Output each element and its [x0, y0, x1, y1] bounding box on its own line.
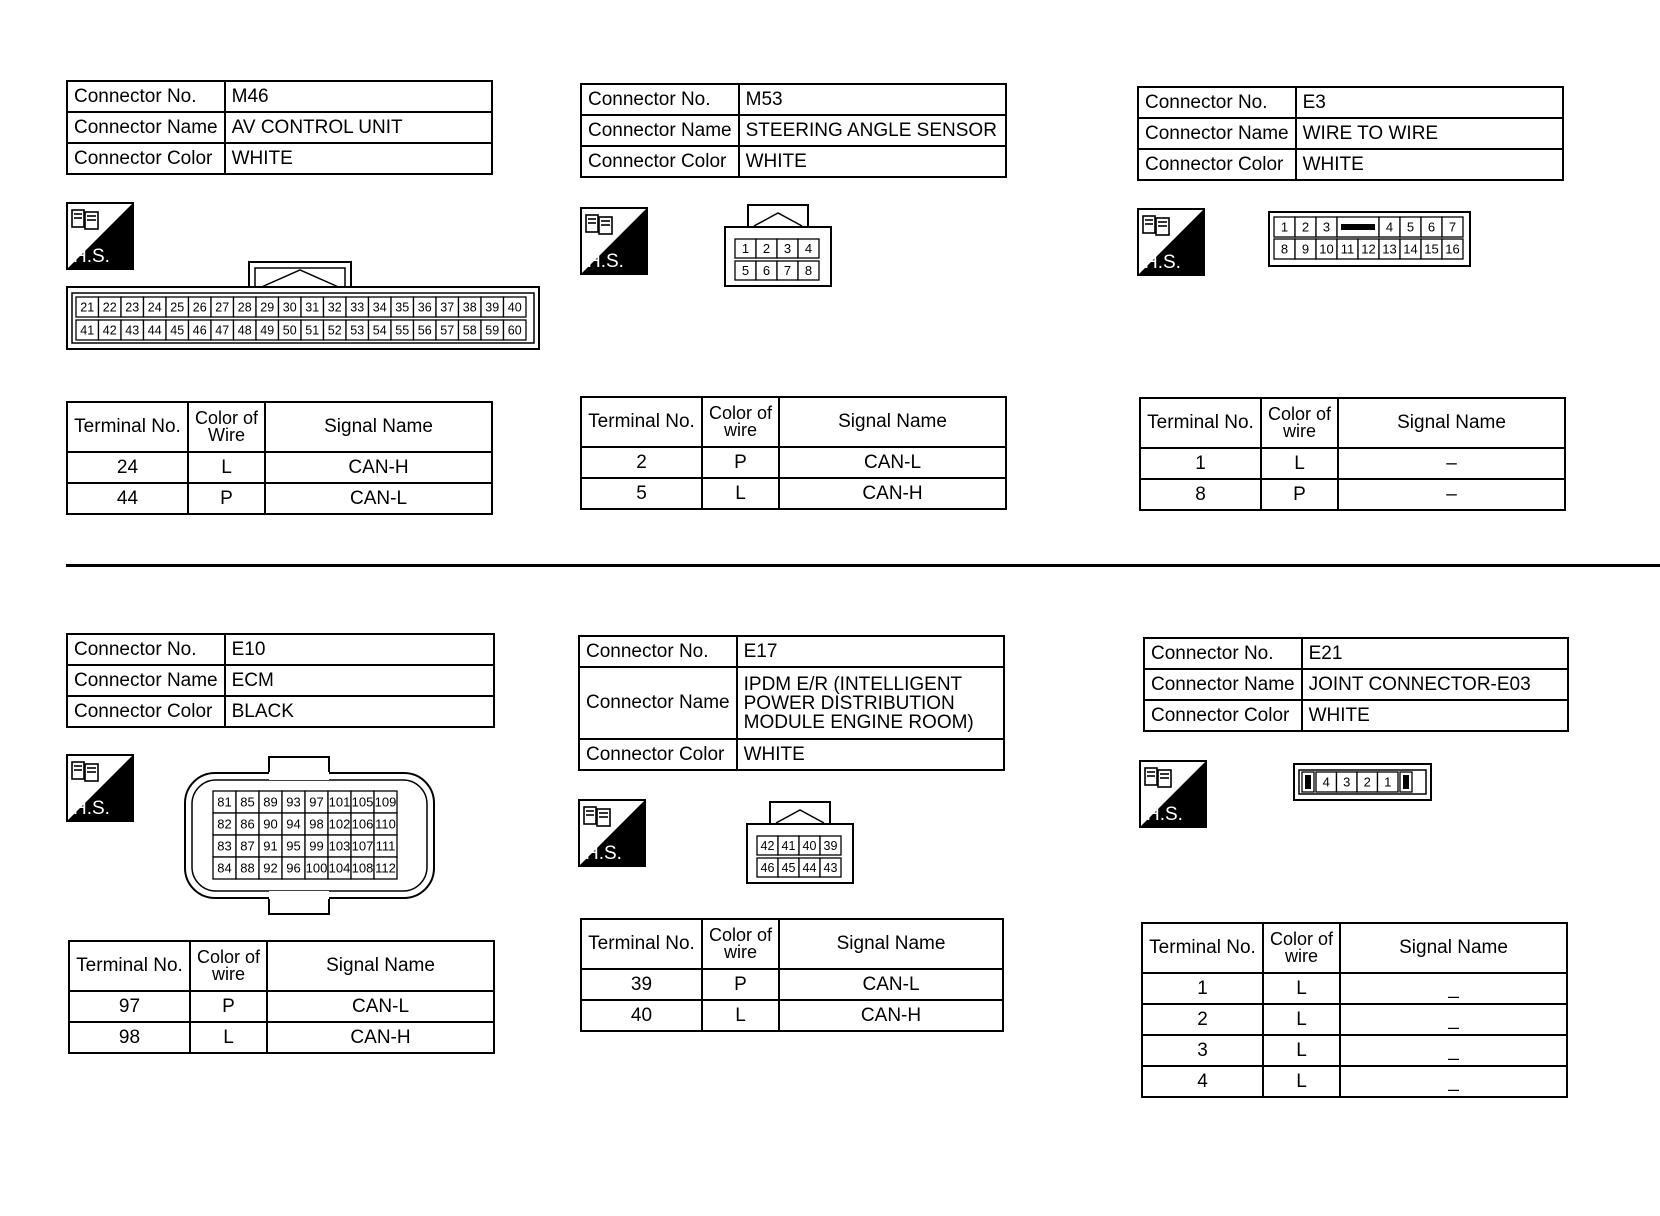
- table-row: [1140, 479, 1565, 510]
- pin-label: 2: [1301, 219, 1310, 235]
- pin-label: 40: [507, 300, 522, 315]
- color-of-wire-header: [702, 919, 779, 969]
- pin-label: 22: [102, 300, 117, 315]
- signal-cell: CAN-L: [779, 447, 1006, 478]
- harness-side-icon: [1137, 208, 1205, 276]
- wire-color-cell: L: [190, 1022, 267, 1053]
- pin-label: 103: [328, 838, 351, 854]
- pin-label: 84: [217, 860, 232, 876]
- wire-color-cell: P: [702, 969, 779, 1000]
- section-divider: [66, 564, 1660, 567]
- pin-label: 88: [240, 860, 255, 876]
- pin-label: 6: [762, 263, 771, 279]
- connector-name-line1: IPDM E/R (INTELLIGENT: [743, 673, 963, 695]
- pin-label: 21: [80, 300, 95, 315]
- pin-label: 42: [102, 323, 117, 338]
- terminal-no-header: Terminal No.: [1142, 923, 1263, 973]
- pin-label: 112: [375, 860, 396, 876]
- terminal-no-header: Terminal No.: [1140, 398, 1261, 448]
- harness-side-icon: [578, 799, 646, 867]
- pin-label: 41: [781, 839, 796, 853]
- keyway-bar: [1403, 775, 1409, 789]
- table-row: [581, 1000, 1003, 1031]
- connector-no-value: M46: [225, 81, 492, 112]
- connector-name-value: JOINT CONNECTOR-E03: [1302, 669, 1568, 700]
- signal-cell: CAN-H: [779, 478, 1006, 509]
- e21-signal-table: [1141, 922, 1568, 1098]
- pin-label: 108: [351, 860, 374, 876]
- pin-label: 15: [1424, 241, 1439, 257]
- pin-label: 43: [823, 861, 838, 875]
- hs-label: H.S.: [1144, 252, 1181, 273]
- hs-label: H.S.: [587, 251, 624, 272]
- table-row: [1142, 973, 1567, 1004]
- terminal-cell: 4: [1142, 1066, 1263, 1097]
- pin-label: 14: [1403, 241, 1418, 257]
- pin-label: 7: [783, 263, 792, 279]
- e17-connector-face: [745, 800, 855, 885]
- signal-name-header: Signal Name: [1338, 398, 1565, 448]
- connector-color-value: BLACK: [225, 696, 494, 727]
- terminal-cell: 2: [1142, 1004, 1263, 1035]
- pin-label: 45: [781, 861, 796, 875]
- pin-label: 48: [237, 323, 252, 338]
- connector-color-value: WHITE: [1302, 700, 1568, 731]
- table-row: [67, 483, 492, 514]
- pin-label: 5: [1406, 219, 1415, 235]
- pin-label: 35: [395, 300, 410, 315]
- keyway-bar: [1305, 775, 1311, 789]
- terminal-cell: 8: [1140, 479, 1261, 510]
- wire-color-cell: L: [1263, 1066, 1340, 1097]
- wire-color-cell: L: [1263, 1035, 1340, 1066]
- wire-color-cell: P: [190, 991, 267, 1022]
- pin-label: 49: [260, 323, 275, 338]
- connector-no-label: Connector No.: [581, 84, 739, 115]
- color-header-line1: Color of: [709, 924, 773, 945]
- connector-name-value: STEERING ANGLE SENSOR: [739, 115, 1006, 146]
- color-of-wire-header: [1263, 923, 1340, 973]
- color-of-wire-header: [190, 941, 267, 991]
- terminal-cell: 40: [581, 1000, 702, 1031]
- color-header-line2: wire: [724, 942, 758, 962]
- pin-label: 107: [351, 838, 374, 854]
- color-header-line2: wire: [1285, 946, 1319, 966]
- color-of-wire-header: [188, 402, 265, 452]
- signal-cell: CAN-L: [267, 991, 494, 1022]
- signal-cell: –: [1338, 479, 1565, 510]
- terminal-cell: 5: [581, 478, 702, 509]
- pin-label: 44: [147, 323, 162, 338]
- connector-no-label: Connector No.: [1138, 87, 1296, 118]
- connector-name-value: WIRE TO WIRE: [1296, 118, 1563, 149]
- hs-icon-graphic: [1139, 760, 1207, 828]
- pin-label: 3: [783, 241, 792, 257]
- pin-label: 5: [741, 263, 750, 279]
- pin-label: 60: [507, 323, 522, 338]
- wire-color-cell: L: [702, 1000, 779, 1031]
- pin-label: 2: [1363, 774, 1371, 790]
- connector-no-value: E17: [737, 636, 1004, 667]
- connector-name-label: Connector Name: [67, 112, 225, 143]
- pin-label: 81: [217, 794, 232, 810]
- pin-label: 30: [282, 300, 297, 315]
- e10-signal-table: [68, 940, 495, 1054]
- table-row: [69, 991, 494, 1022]
- table-row: [1142, 1004, 1567, 1035]
- pin-label: 3: [1322, 219, 1331, 235]
- pin-label: 95: [286, 838, 301, 854]
- pin-label: 7: [1448, 219, 1457, 235]
- connector-name-value: AV CONTROL UNIT: [225, 112, 492, 143]
- pin-label: 85: [240, 794, 255, 810]
- connector-name-label: Connector Name: [1144, 669, 1302, 700]
- signal-cell: _: [1340, 973, 1567, 1004]
- signal-cell: CAN-H: [267, 1022, 494, 1053]
- pin-label: 3: [1343, 774, 1351, 790]
- pin-label: 29: [260, 300, 275, 315]
- pin-label: 82: [217, 816, 232, 832]
- e21-connector-face: [1292, 762, 1433, 802]
- pin-label: 39: [485, 300, 500, 315]
- pin-label: 8: [804, 263, 813, 279]
- connector-color-label: Connector Color: [67, 143, 225, 174]
- pin-label: 56: [417, 323, 432, 338]
- terminal-no-header: Terminal No.: [581, 397, 702, 447]
- pin-label: 111: [375, 838, 396, 854]
- pin-label: 92: [263, 860, 278, 876]
- pin-label: 50: [282, 323, 297, 338]
- terminal-no-header: Terminal No.: [67, 402, 188, 452]
- pin-label: 8: [1280, 241, 1289, 257]
- color-header-line1: Color of: [195, 407, 259, 428]
- m53-connector-face: [723, 203, 833, 288]
- pin-label: 45: [170, 323, 185, 338]
- table-row: [1142, 1035, 1567, 1066]
- pin-label: 40: [802, 839, 817, 853]
- terminal-cell: 24: [67, 452, 188, 483]
- connector-name-label: Connector Name: [67, 665, 225, 696]
- pin-label: 54: [372, 323, 387, 338]
- terminal-no-header: Terminal No.: [69, 941, 190, 991]
- pin-label: 90: [263, 816, 278, 832]
- pin-label: 4: [1322, 774, 1330, 790]
- pin-label: 1: [1280, 219, 1289, 235]
- hs-icon-graphic: [66, 754, 134, 822]
- color-header-line2: wire: [1283, 421, 1317, 441]
- pin-label: 96: [286, 860, 301, 876]
- connector-color-value: WHITE: [737, 739, 1004, 770]
- wire-color-cell: L: [1263, 1004, 1340, 1035]
- connector-name-label: Connector Name: [1138, 118, 1296, 149]
- signal-name-header: Signal Name: [267, 941, 494, 991]
- signal-cell: CAN-L: [779, 969, 1003, 1000]
- color-header-line2: wire: [724, 420, 758, 440]
- pin-label: 6: [1427, 219, 1436, 235]
- pin-label: 58: [462, 323, 477, 338]
- pin-label: 52: [327, 323, 342, 338]
- pin-label: 13: [1382, 241, 1397, 257]
- pin-label: 57: [440, 323, 455, 338]
- pin-label: 37: [440, 300, 455, 315]
- terminal-cell: 2: [581, 447, 702, 478]
- e10-connector-face: [183, 755, 436, 916]
- color-header-line1: Color of: [1270, 928, 1334, 949]
- pin-label: 109: [374, 794, 397, 810]
- pin-label: 46: [760, 861, 775, 875]
- connector-color-label: Connector Color: [1138, 149, 1296, 180]
- pin-label: 4: [1385, 219, 1394, 235]
- color-header-line1: Color of: [709, 402, 773, 423]
- e3-connector-face: [1267, 210, 1472, 268]
- pin-label: 46: [192, 323, 207, 338]
- connector-color-label: Connector Color: [1144, 700, 1302, 731]
- pin-label: 55: [395, 323, 410, 338]
- connector-color-label: Connector Color: [579, 739, 737, 770]
- signal-cell: CAN-L: [265, 483, 492, 514]
- pin-label: 34: [372, 300, 387, 315]
- connector-no-label: Connector No.: [579, 636, 737, 667]
- pin-label: 36: [417, 300, 432, 315]
- wire-color-cell: L: [702, 478, 779, 509]
- hs-icon-graphic: [578, 799, 646, 867]
- pin-label: 59: [485, 323, 500, 338]
- pin-label: 42: [760, 839, 775, 853]
- signal-cell: _: [1340, 1035, 1567, 1066]
- table-row: [581, 447, 1006, 478]
- pin-label: 93: [286, 794, 301, 810]
- terminal-cell: 1: [1142, 973, 1263, 1004]
- connector-name-value: [737, 667, 1004, 739]
- pin-label: 2: [762, 241, 771, 257]
- pin-label: 94: [286, 816, 301, 832]
- connector-no-value: E21: [1302, 638, 1568, 669]
- pin-label: 23: [125, 300, 140, 315]
- connector-color-value: WHITE: [739, 146, 1006, 177]
- color-header-line1: Color of: [197, 946, 261, 967]
- m53-info-table: [580, 83, 1007, 178]
- signal-cell: CAN-H: [265, 452, 492, 483]
- connector-no-label: Connector No.: [1144, 638, 1302, 669]
- pin-label: 100: [305, 860, 328, 876]
- pin-label: 91: [263, 838, 278, 854]
- terminal-cell: 3: [1142, 1035, 1263, 1066]
- wire-color-cell: L: [1261, 448, 1338, 479]
- wire-color-cell: P: [702, 447, 779, 478]
- hs-label: H.S.: [73, 798, 110, 819]
- hs-icon-graphic: [1137, 208, 1205, 276]
- hs-icon-graphic: [580, 207, 648, 275]
- pin-label: 102: [328, 816, 351, 832]
- e3-signal-table: [1139, 397, 1566, 511]
- pin-label: 9: [1301, 241, 1310, 257]
- pin-label: 26: [192, 300, 207, 315]
- pin-label: 10: [1319, 241, 1334, 257]
- pin-label: 27: [215, 300, 230, 315]
- color-header-line1: Color of: [1268, 403, 1332, 424]
- keyway-bar: [1341, 224, 1375, 230]
- pin-label: 16: [1445, 241, 1460, 257]
- m46-connector-face: [66, 260, 541, 352]
- harness-side-icon: [1139, 760, 1207, 828]
- signal-cell: _: [1340, 1066, 1567, 1097]
- hs-label: H.S.: [585, 843, 622, 864]
- terminal-cell: 97: [69, 991, 190, 1022]
- pin-label: 43: [125, 323, 140, 338]
- signal-cell: CAN-H: [779, 1000, 1003, 1031]
- connector-color-value: WHITE: [1296, 149, 1563, 180]
- color-of-wire-header: [702, 397, 779, 447]
- e10-info-table: [66, 633, 495, 728]
- connector-color-label: Connector Color: [581, 146, 739, 177]
- table-row: [1140, 448, 1565, 479]
- signal-cell: _: [1340, 1004, 1567, 1035]
- connector-name-value: ECM: [225, 665, 494, 696]
- pin-label: 44: [802, 861, 817, 875]
- connector-name-label: Connector Name: [579, 667, 737, 739]
- connector-no-value: E3: [1296, 87, 1563, 118]
- pin-label: 110: [375, 816, 396, 832]
- connector-color-label: Connector Color: [67, 696, 225, 727]
- connector-color-value: WHITE: [225, 143, 492, 174]
- signal-name-header: Signal Name: [779, 919, 1003, 969]
- pin-label: 99: [309, 838, 324, 854]
- e21-info-table: [1143, 637, 1569, 732]
- pin-label: 53: [350, 323, 365, 338]
- signal-name-header: Signal Name: [265, 402, 492, 452]
- pin-label: 1: [741, 241, 750, 257]
- connector-no-label: Connector No.: [67, 81, 225, 112]
- pin-label: 28: [237, 300, 252, 315]
- m53-signal-table: [580, 396, 1007, 510]
- connector-name-line3: MODULE ENGINE ROOM): [743, 711, 974, 733]
- pin-label: 31: [305, 300, 320, 315]
- pin-label: 11: [1340, 241, 1355, 257]
- wire-color-cell: P: [188, 483, 265, 514]
- hs-label: H.S.: [73, 246, 110, 267]
- signal-cell: –: [1338, 448, 1565, 479]
- harness-side-icon: [580, 207, 648, 275]
- terminal-no-header: Terminal No.: [581, 919, 702, 969]
- pin-label: 24: [147, 300, 162, 315]
- signal-name-header: Signal Name: [779, 397, 1006, 447]
- wire-color-cell: P: [1261, 479, 1338, 510]
- m46-info-table: [66, 80, 493, 175]
- e17-signal-table: [580, 918, 1004, 1032]
- table-row: [1142, 1066, 1567, 1097]
- pin-label: 41: [80, 323, 95, 338]
- m46-signal-table: [66, 401, 493, 515]
- signal-name-header: Signal Name: [1340, 923, 1567, 973]
- pin-label: 51: [305, 323, 320, 338]
- pin-label: 4: [804, 241, 813, 257]
- pin-label: 1: [1384, 774, 1392, 790]
- pin-label: 106: [351, 816, 374, 832]
- wire-color-cell: L: [188, 452, 265, 483]
- color-header-line2: wire: [212, 964, 246, 984]
- pin-label: 39: [823, 839, 838, 853]
- table-row: [581, 478, 1006, 509]
- connector-name-line2: POWER DISTRIBUTION: [743, 692, 955, 714]
- pin-label: 98: [309, 816, 324, 832]
- pin-label: 86: [240, 816, 255, 832]
- pin-label: 83: [217, 838, 232, 854]
- terminal-cell: 39: [581, 969, 702, 1000]
- pin-label: 89: [263, 794, 278, 810]
- pin-label: 25: [170, 300, 185, 315]
- pin-label: 87: [240, 838, 255, 854]
- hs-label: H.S.: [1146, 804, 1183, 825]
- table-row: [67, 452, 492, 483]
- terminal-cell: 1: [1140, 448, 1261, 479]
- pin-label: 104: [328, 860, 351, 876]
- pin-label: 101: [328, 794, 351, 810]
- terminal-cell: 44: [67, 483, 188, 514]
- connector-no-value: E10: [225, 634, 494, 665]
- color-header-line2: Wire: [208, 425, 246, 445]
- connector-no-label: Connector No.: [67, 634, 225, 665]
- wire-color-cell: L: [1263, 973, 1340, 1004]
- e3-info-table: [1137, 86, 1564, 181]
- harness-side-icon: [66, 754, 134, 822]
- pin-label: 47: [215, 323, 230, 338]
- table-row: [69, 1022, 494, 1053]
- pin-label: 32: [327, 300, 342, 315]
- connector-no-value: M53: [739, 84, 1006, 115]
- color-of-wire-header: [1261, 398, 1338, 448]
- pin-label: 97: [309, 794, 324, 810]
- pin-label: 33: [350, 300, 365, 315]
- connector-name-label: Connector Name: [581, 115, 739, 146]
- pin-label: 105: [351, 794, 374, 810]
- pin-label: 12: [1361, 241, 1376, 257]
- e17-info-table: [578, 635, 1005, 771]
- pin-label: 38: [462, 300, 477, 315]
- terminal-cell: 98: [69, 1022, 190, 1053]
- table-row: [581, 969, 1003, 1000]
